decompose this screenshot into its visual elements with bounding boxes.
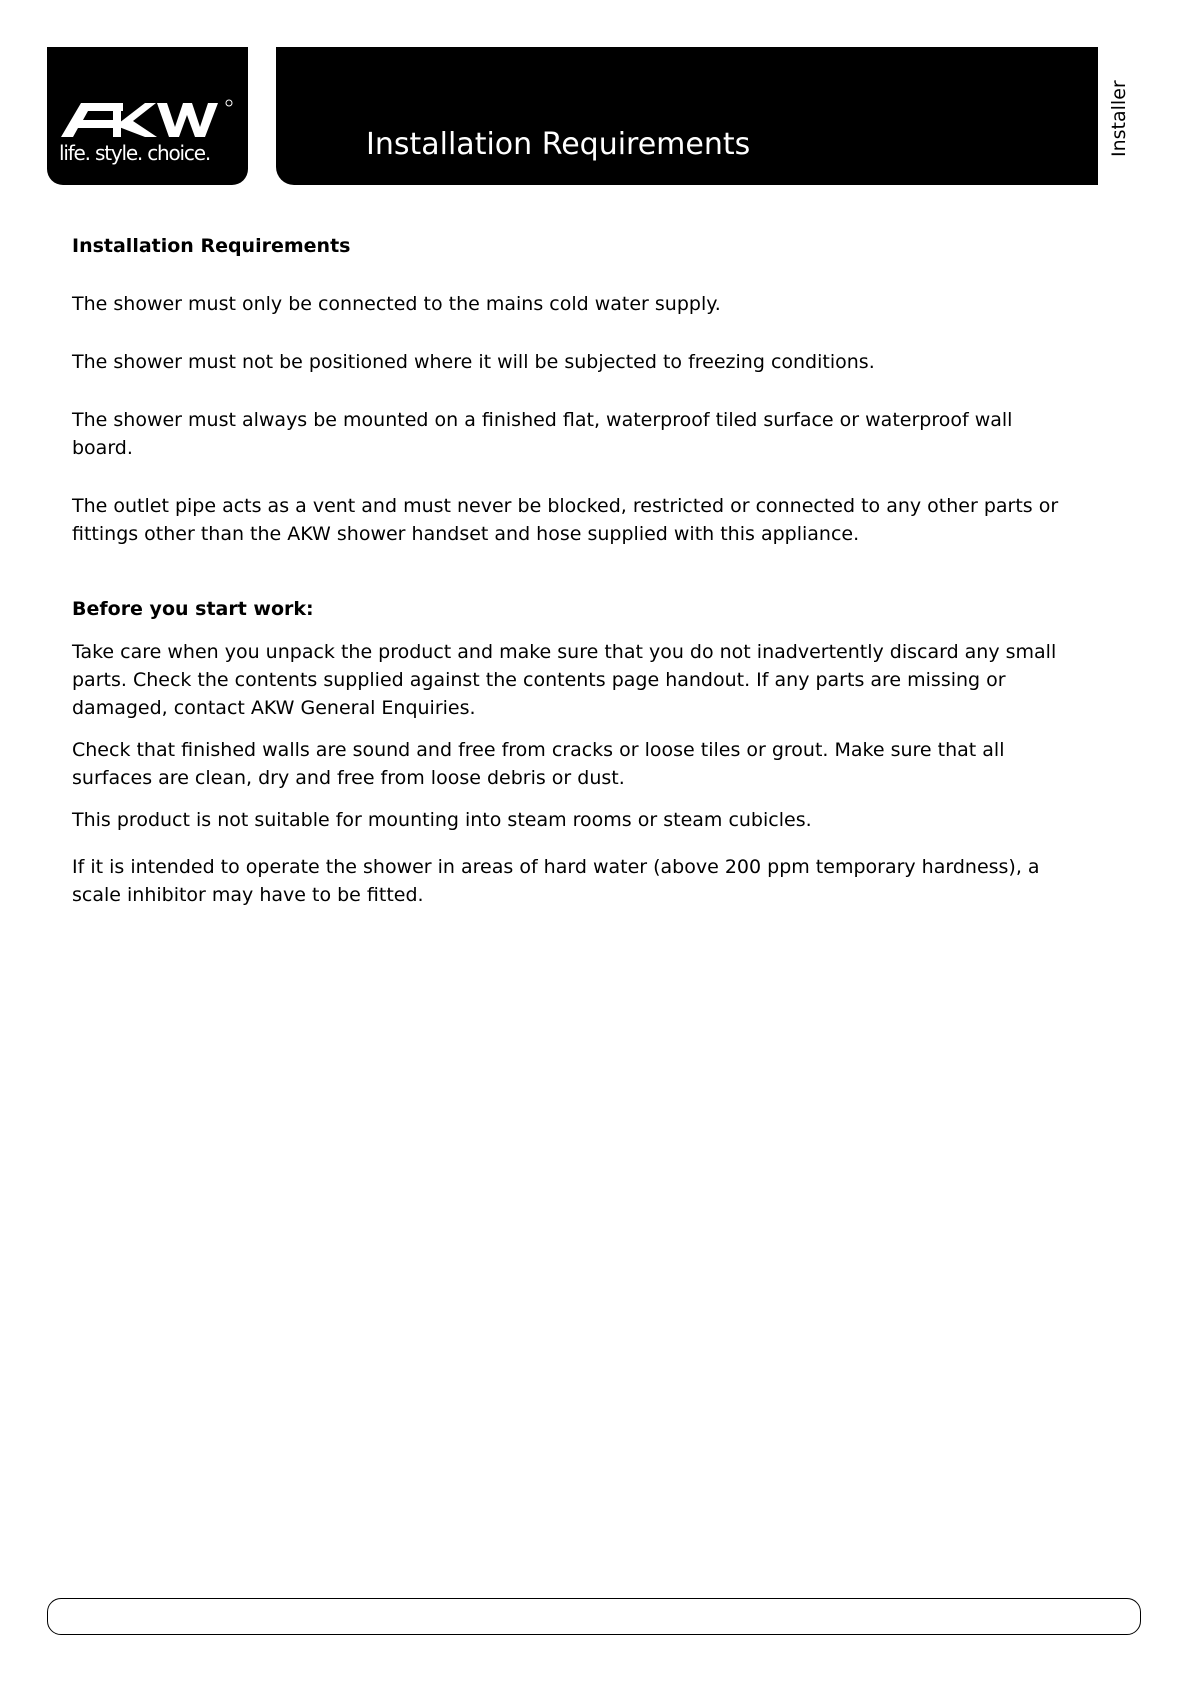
paragraph: The outlet pipe acts as a vent and must never be blocked, restricted or connected to any other parts or fittings other than the AKW shower handset and hose supplied with this appliance.	[72, 495, 1059, 545]
paragraph: The shower must only be connected to the mains cold water supply.	[72, 293, 721, 315]
main-content	[72, 232, 1072, 909]
akw-logo	[47, 47, 248, 185]
logo-tagline: life. style. choice.	[59, 141, 210, 165]
akw-wordmark	[61, 97, 237, 141]
paragraph: The shower must always be mounted on a finished flat, waterproof tiled surface or waterproof wall board.	[72, 409, 1013, 459]
side-tab-label: Installer	[1108, 80, 1130, 157]
paragraph: Check that finished walls are sound and free from cracks or loose tiles or grout. Make sure that all surfaces are clean, dry and free from loose debris or dust.	[72, 739, 1005, 789]
header-bar	[276, 47, 1098, 185]
paragraph: This product is not suitable for mounting into steam rooms or steam cubicles.	[72, 809, 812, 831]
page-title: Installation Requirements	[366, 127, 751, 162]
section-heading-installation: Installation Requirements	[72, 235, 351, 257]
footer-box	[47, 1598, 1141, 1635]
paragraph: Take care when you unpack the product and make sure that you do not inadvertently discard any small parts. Check the contents supplied against the contents page handout. If any parts are missing or damaged, contact AKW General Enquiries.	[72, 641, 1057, 719]
paragraph: If it is intended to operate the shower in areas of hard water (above 200 ppm temporary hardness), a scale inhibitor may have to be fitted.	[72, 856, 1040, 906]
section-heading-before-you-start: Before you start work:	[72, 598, 314, 620]
paragraph: The shower must not be positioned where it will be subjected to freezing conditions.	[72, 351, 875, 373]
